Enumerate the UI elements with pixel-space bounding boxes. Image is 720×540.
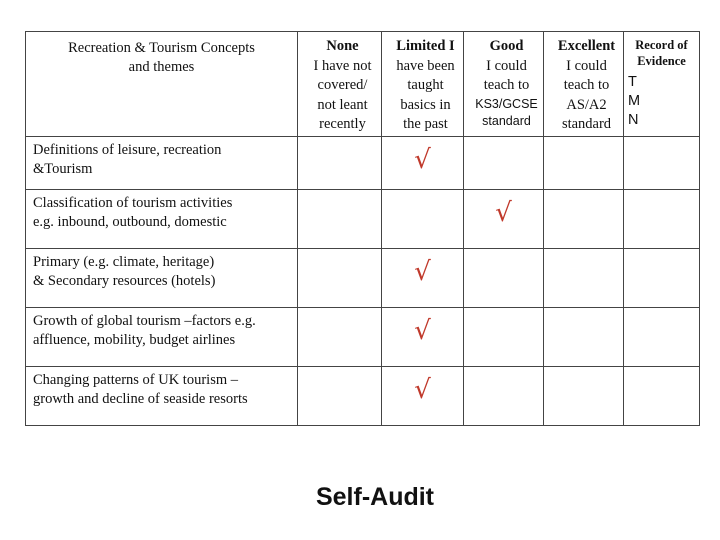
good-cell (464, 190, 544, 249)
concept-cell: Classification of tourism activities e.g. inbound, outbound, domestic (26, 190, 298, 249)
concept-cell: Changing patterns of UK tourism – growth and decline of seaside resorts (26, 367, 298, 426)
none-cell (298, 367, 382, 426)
level-description: I have not covered/ not leant recently (313, 57, 372, 132)
level-description: I could teach to (483, 57, 530, 93)
evidence-header (624, 32, 700, 137)
level-title: Good (489, 38, 524, 54)
limited-cell (382, 308, 464, 367)
level-excellent-header (544, 32, 624, 137)
level-title: Excellent (557, 38, 616, 54)
level-limited-header (382, 32, 464, 137)
excellent-cell (544, 137, 624, 190)
excellent-cell (544, 308, 624, 367)
level-good-header (464, 32, 544, 137)
none-cell (298, 249, 382, 308)
level-description: have been taught basics in the past (396, 57, 455, 132)
good-cell (464, 137, 544, 190)
tick-mark: √ (414, 145, 431, 175)
good-cell (464, 367, 544, 426)
evidence-cell (624, 249, 700, 308)
tick-mark: √ (495, 198, 512, 228)
table-row (26, 249, 700, 308)
concepts-header (26, 32, 298, 137)
none-cell (298, 308, 382, 367)
table-row (26, 367, 700, 426)
concepts-header-label: Recreation & Tourism Concepts and themes (68, 40, 255, 75)
evidence-letters: T M N (628, 74, 641, 128)
table-row (26, 308, 700, 367)
level-none-header (298, 32, 382, 137)
excellent-cell (544, 249, 624, 308)
evidence-cell (624, 190, 700, 249)
table-row (26, 190, 700, 249)
level-note: KS3/GCSE standard (475, 96, 538, 128)
level-description: I could teach to AS/A2 standard (561, 57, 612, 132)
header-row (26, 32, 700, 137)
limited-cell (382, 249, 464, 308)
level-title: Limited I (396, 38, 455, 54)
good-cell (464, 249, 544, 308)
tick-mark: √ (414, 257, 431, 287)
page-title: Self-Audit (315, 483, 435, 511)
tick-mark: √ (414, 316, 431, 346)
limited-cell (382, 190, 464, 249)
self-audit-table (25, 31, 700, 426)
excellent-cell (544, 367, 624, 426)
table-row (26, 137, 700, 190)
evidence-cell (624, 137, 700, 190)
none-cell (298, 137, 382, 190)
concept-cell: Growth of global tourism –factors e.g. affluence, mobility, budget airlines (26, 308, 298, 367)
excellent-cell (544, 190, 624, 249)
evidence-cell (624, 308, 700, 367)
limited-cell (382, 137, 464, 190)
tick-mark: √ (414, 375, 431, 405)
good-cell (464, 308, 544, 367)
evidence-cell (624, 367, 700, 426)
concept-cell: Primary (e.g. climate, heritage) & Secondary resources (hotels) (26, 249, 298, 308)
concept-cell: Definitions of leisure, recreation &Tourism (26, 137, 298, 190)
none-cell (298, 190, 382, 249)
evidence-title: Record of Evidence (635, 38, 688, 68)
limited-cell (382, 367, 464, 426)
level-title: None (326, 38, 359, 54)
